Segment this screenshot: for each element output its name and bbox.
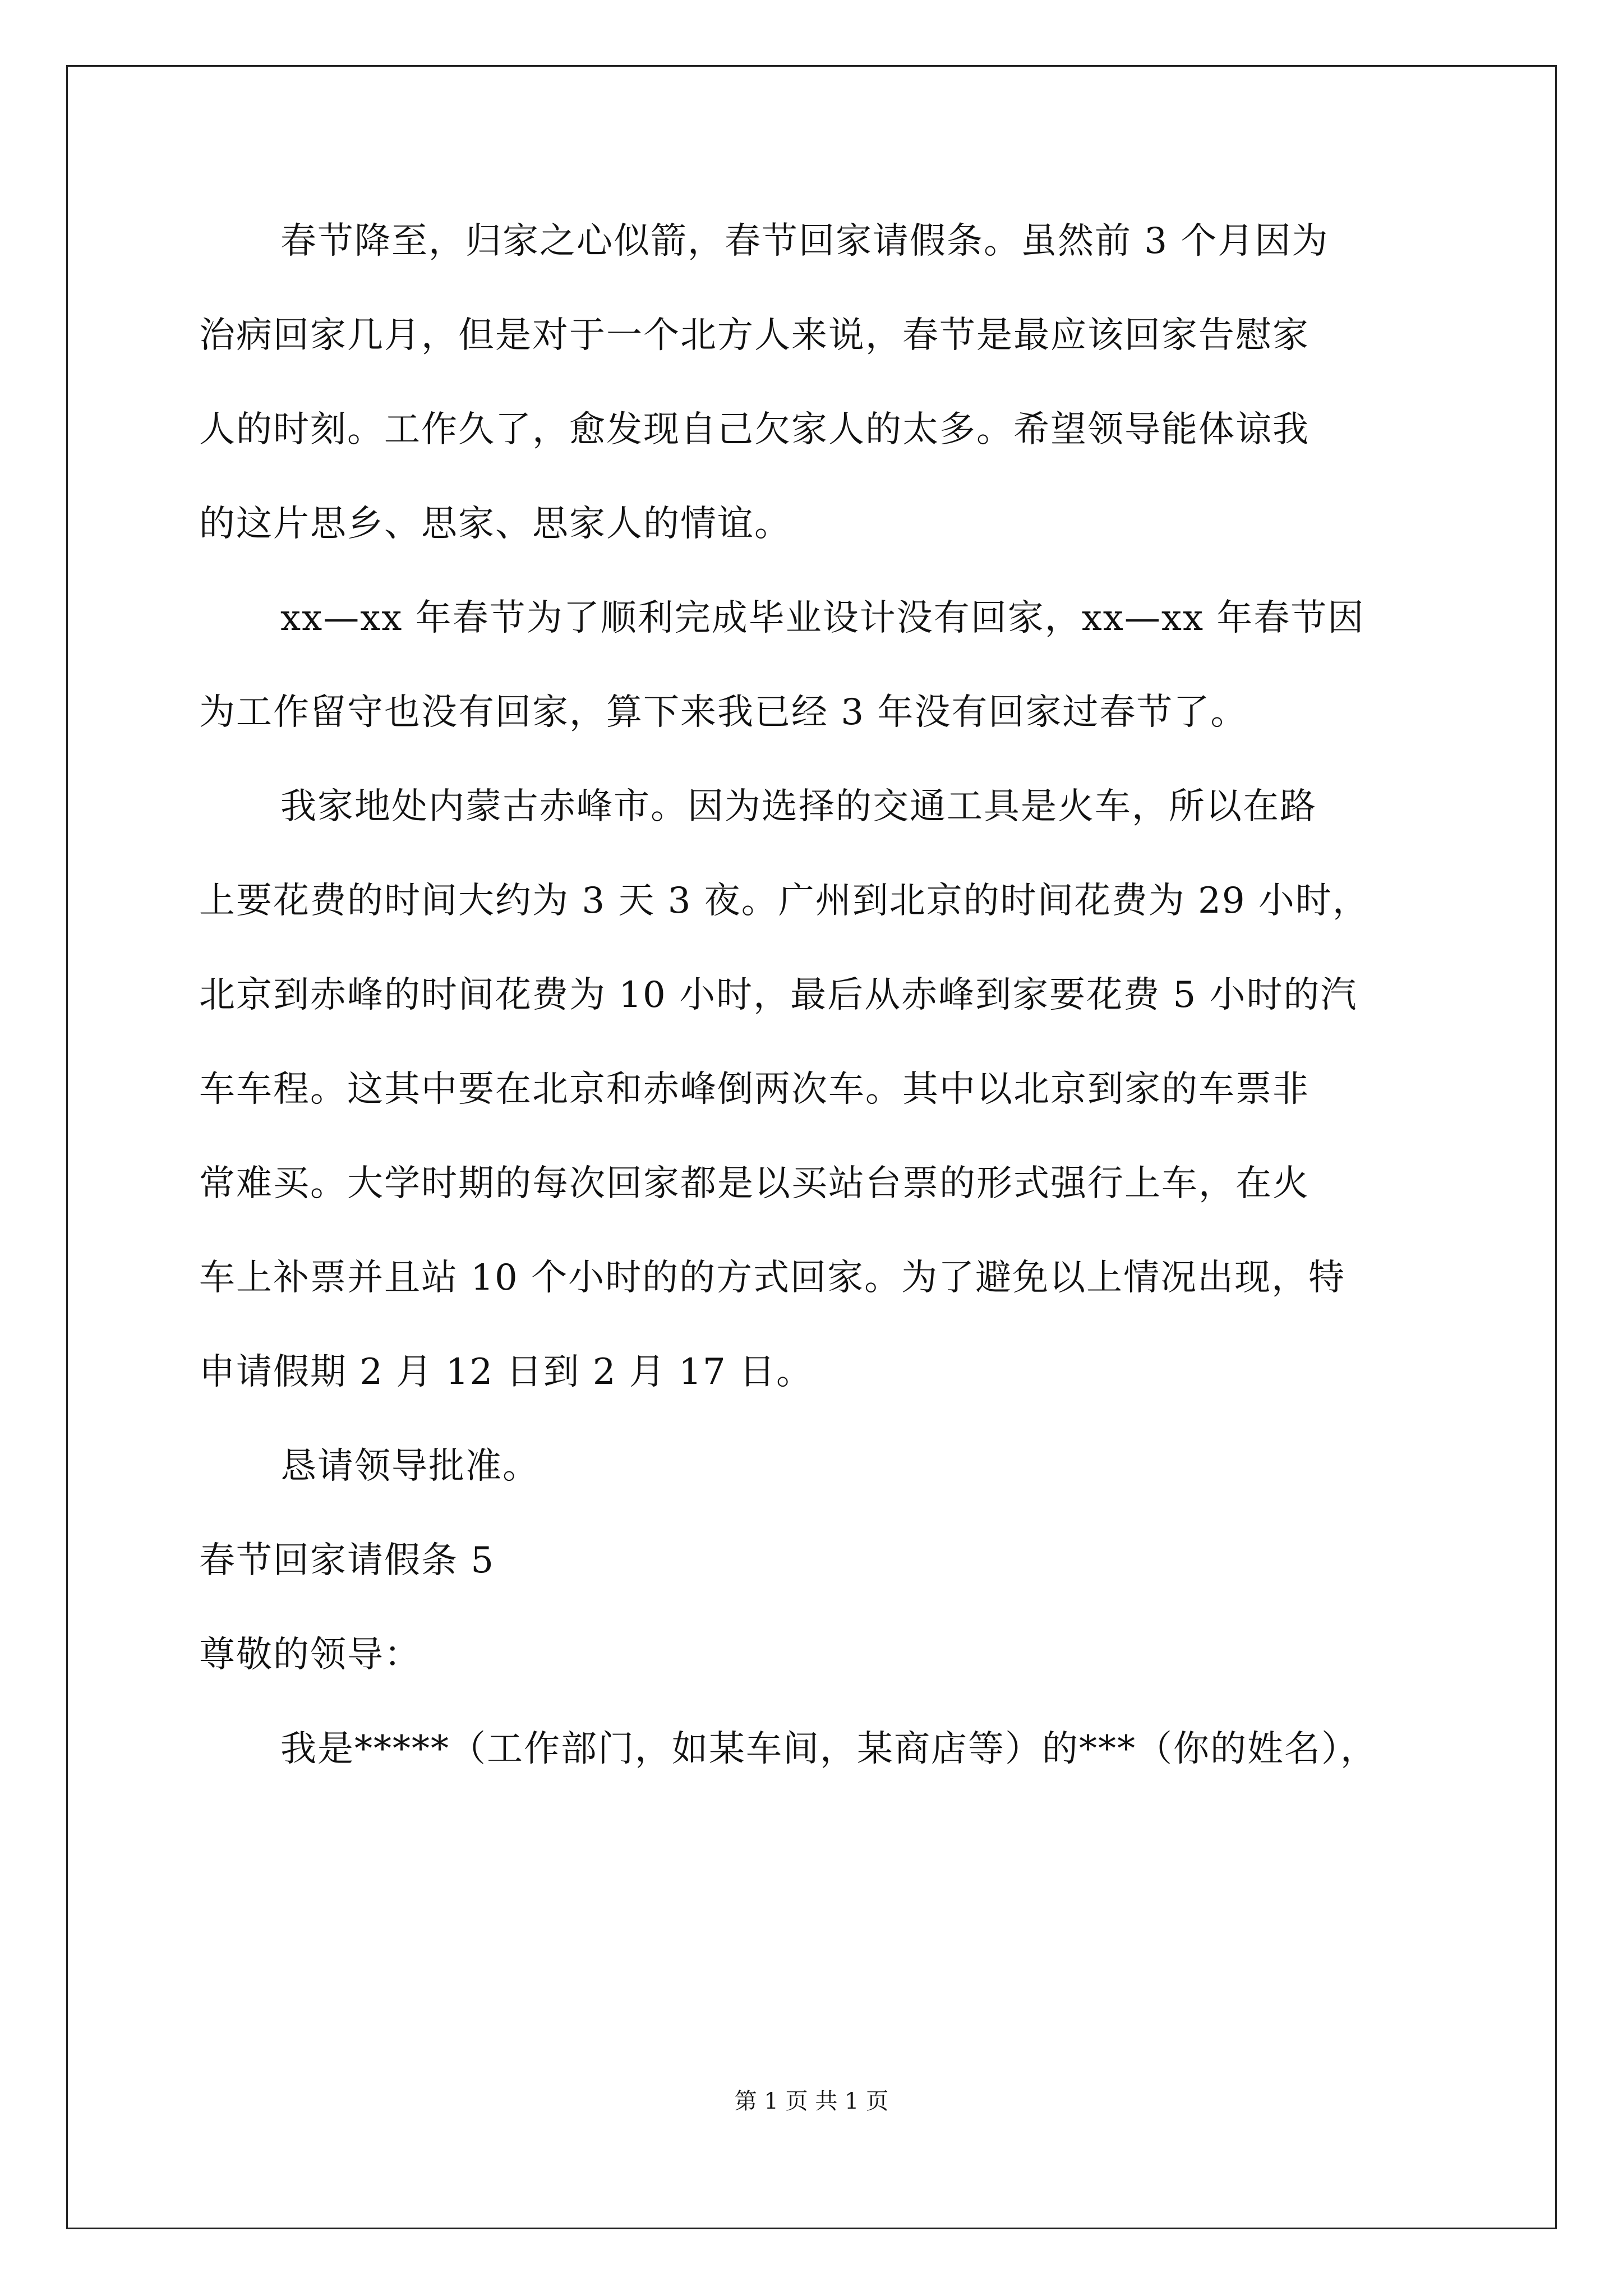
- paragraph-line: 恳请领导批准。: [280, 1446, 540, 1487]
- paragraph-line: 人的时刻。工作久了，愈发现自己欠家人的太多。希望领导能体谅我: [199, 409, 1310, 450]
- paragraph-line: 北京到赤峰的时间花费为 10 小时，最后从赤峰到家要花费 5 小时的汽: [199, 974, 1358, 1016]
- paragraph-line: 春节降至，归家之心似箭，春节回家请假条。虽然前 3 个月因为: [280, 220, 1329, 262]
- section-title: 春节回家请假条 5: [199, 1540, 495, 1581]
- paragraph-line: 车车程。这其中要在北京和赤峰倒两次车。其中以北京到家的车票非: [199, 1069, 1310, 1110]
- paragraph-line: 我是*****（工作部门，如某车间，某商店等）的***（你的姓名），: [280, 1728, 1377, 1770]
- paragraph-line: 治病回家几月，但是对于一个北方人来说，春节是最应该回家告慰家: [199, 315, 1310, 356]
- paragraph-line: 申请假期 2 月 12 日到 2 月 17 日。: [199, 1351, 814, 1393]
- paragraph-line: 车上补票并且站 10 个小时的的方式回家。为了避免以上情况出现，特: [199, 1257, 1346, 1299]
- paragraph-line: 的这片思乡、思家、思家人的情谊。: [199, 503, 791, 545]
- paragraph-line: 常难买。大学时期的每次回家都是以买站台票的形式强行上车，在火: [199, 1163, 1310, 1204]
- salutation: 尊敬的领导：: [199, 1634, 421, 1676]
- page-border: [66, 65, 1557, 2229]
- paragraph-line: 我家地处内蒙古赤峰市。因为选择的交通工具是火车，所以在路: [280, 786, 1317, 827]
- page-footer: 第 1 页 共 1 页: [734, 2088, 889, 2114]
- paragraph-line: xx—xx 年春节为了顺利完成毕业设计没有回家，xx—xx 年春节因: [280, 597, 1365, 639]
- paragraph-line: 上要花费的时间大约为 3 天 3 夜。广州到北京的时间花费为 29 小时，: [199, 880, 1370, 922]
- paragraph-line: 为工作留守也没有回家，算下来我已经 3 年没有回家过春节了。: [199, 692, 1248, 733]
